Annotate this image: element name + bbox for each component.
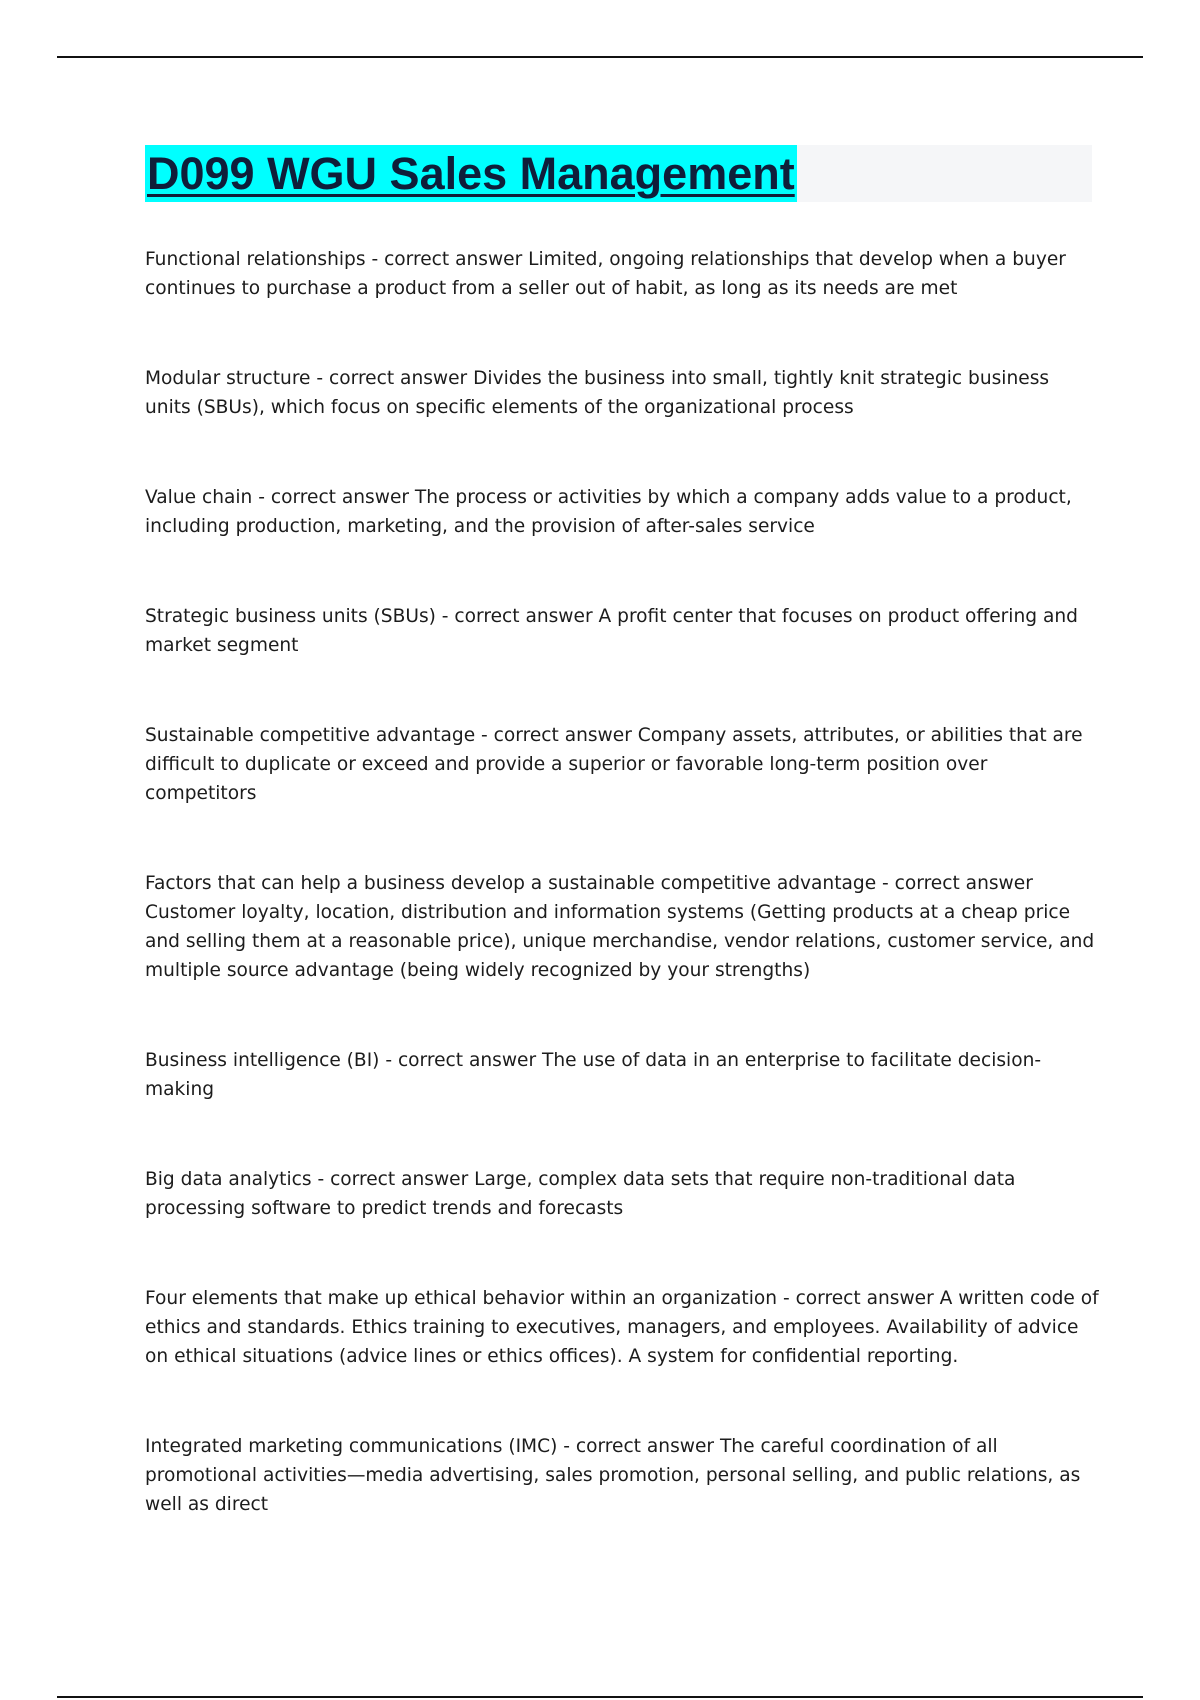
flashcard-entry: Modular structure - correct answer Divides the business into small, tightly knit strategic business units (SBUs), which focus on specific elements of the organizational process [145,368,1050,418]
flashcard-entry: Factors that can help a business develop a sustainable competitive advantage - correct answer Customer loyalty, location, distribution and information systems (Getting products at a cheap price and selling them at a reasonable price), unique merchandise, vendor relations, customer service, and multiple source advantage (being widely recognized by your strengths) [145,873,1095,981]
document-title: D099 WGU Sales Management [147,148,795,199]
flashcard-list [145,245,1100,1580]
flashcard-entry: Big data analytics - correct answer Large, complex data sets that require non-traditional data processing software to predict trends and forecasts [145,1169,1016,1219]
title-highlight [145,145,797,202]
flashcard-entry: Integrated marketing communications (IMC) - correct answer The careful coordination of all promotional activities—media advertising, sales promotion, personal selling, and public relations, as well as direct [145,1436,1081,1515]
header-rule [57,56,1143,58]
flashcard-entry: Sustainable competitive advantage - correct answer Company assets, attributes, or abilities that are difficult to duplicate or exceed and provide a superior or favorable long-term position over competitors [145,725,1083,804]
footer-rule [57,1696,1143,1698]
flashcard-entry: Functional relationships - correct answer Limited, ongoing relationships that develop when a buyer continues to purchase a product from a seller out of habit, as long as its needs are met [145,249,1066,299]
flashcard-entry: Value chain - correct answer The process or activities by which a company adds value to a product, including production, marketing, and the provision of after-sales service [145,487,1072,537]
flashcard-entry: Business intelligence (BI) - correct answer The use of data in an enterprise to facilitate decision-making [145,1050,1042,1100]
flashcard-entry: Strategic business units (SBUs) - correct answer A profit center that focuses on product offering and market segment [145,606,1078,656]
flashcard-entry: Four elements that make up ethical behavior within an organization - correct answer A written code of ethics and standards. Ethics training to executives, managers, and employees. Availability of advice on ethical situations (advice lines or ethics offices). A system for confidential reporting. [145,1288,1099,1367]
